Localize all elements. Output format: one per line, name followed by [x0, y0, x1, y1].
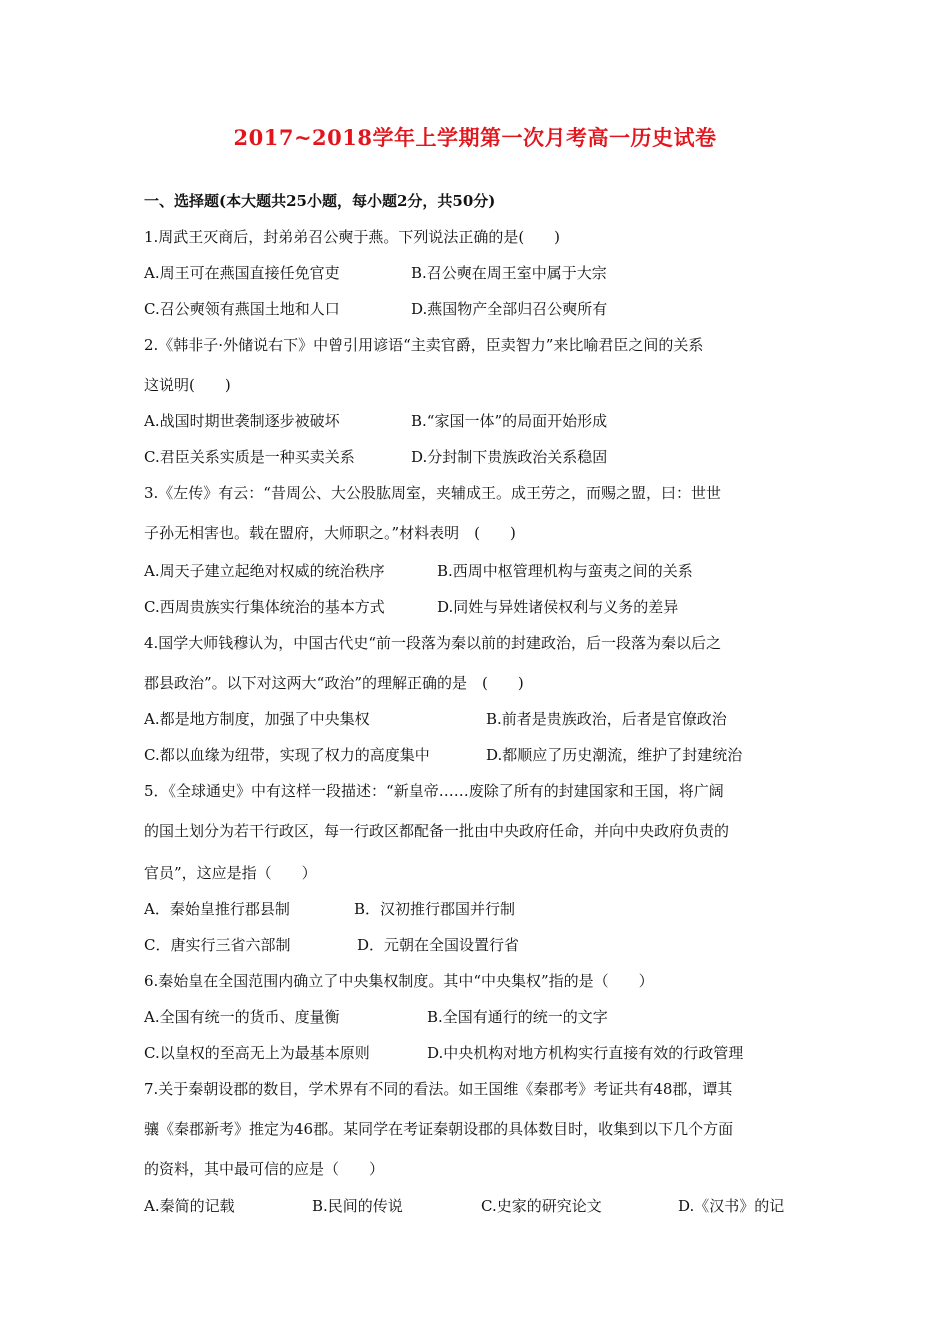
- question-4-option-d: D.都顺应了历史潮流，维护了封建统治: [486, 746, 743, 764]
- section-heading: 一、选择题(本大题共25小题，每小题2分，共50分): [144, 192, 496, 210]
- question-2-option-a: A.战国时期世袭制逐步被破坏: [144, 412, 340, 430]
- question-2-option-d: D.分封制下贵族政治关系稳固: [411, 448, 608, 466]
- question-3-stem-line-1: 3.《左传》有云：“昔周公、大公股肱周室，夹辅成王。成王劳之，而赐之盟，曰：世世: [144, 484, 721, 502]
- question-3-option-d: D.同姓与异姓诸侯权利与义务的差异: [437, 598, 679, 616]
- question-6-option-a: A.全国有统一的货币、度量衡: [144, 1008, 340, 1026]
- question-6-option-b: B.全国有通行的统一的文字: [427, 1008, 608, 1026]
- question-2-option-b: B.“家国一体”的局面开始形成: [411, 412, 608, 430]
- exam-title: 2017~2018学年上学期第一次月考高一历史试卷: [233, 125, 717, 150]
- question-3-option-a: A.周天子建立起绝对权威的统治秩序: [144, 562, 385, 580]
- question-4-option-b: B.前者是贵族政治，后者是官僚政治: [486, 710, 727, 728]
- question-3-stem-line-2: 子孙无相害也。载在盟府，大师职之。”材料表明 ( ): [144, 524, 516, 542]
- question-7-option-a: A.秦简的记载: [144, 1197, 235, 1215]
- question-4-stem-line-2: 郡县政治”。以下对这两大“政治”的理解正确的是 ( ): [144, 674, 524, 692]
- question-6-stem: 6.秦始皇在全国范围内确立了中央集权制度。其中“中央集权”指的是（ ）: [144, 972, 654, 990]
- question-7-stem-line-1: 7.关于秦朝设郡的数目，学术界有不同的看法。如王国维《秦郡考》考证共有48郡，谭其: [144, 1080, 733, 1098]
- question-7-option-d: D.《汉书》的记: [678, 1197, 785, 1215]
- question-1-option-d: D.燕国物产全部归召公奭所有: [411, 300, 608, 318]
- question-5-stem-line-2: 的国土划分为若干行政区，每一行政区都配备一批由中央政府任命，并向中央政府负责的: [144, 822, 730, 840]
- question-4-option-c: C.都以血缘为纽带，实现了权力的高度集中: [144, 746, 430, 764]
- question-7-option-c: C.史家的研究论文: [481, 1197, 602, 1215]
- question-2-option-c: C.君臣关系实质是一种买卖关系: [144, 448, 355, 466]
- question-3-option-c: C.西周贵族实行集体统治的基本方式: [144, 598, 385, 616]
- question-5-option-d: D．元朝在全国设置行省: [357, 936, 520, 954]
- question-6-option-c: C.以皇权的至高无上为最基本原则: [144, 1044, 370, 1062]
- question-2-stem-line-2: 这说明( ): [144, 376, 231, 394]
- question-5-option-b: B．汉初推行郡国并行制: [354, 900, 516, 918]
- question-5-stem-line-3: 官员”，这应是指（ ）: [144, 864, 317, 882]
- question-6-option-d: D.中央机构对地方机构实行直接有效的行政管理: [427, 1044, 744, 1062]
- question-1-option-b: B.召公奭在周王室中属于大宗: [411, 264, 607, 282]
- question-4-option-a: A.都是地方制度，加强了中央集权: [144, 710, 370, 728]
- question-4-stem-line-1: 4.国学大师钱穆认为，中国古代史“前一段落为秦以前的封建政治，后一段落为秦以后之: [144, 634, 721, 652]
- question-5-option-c: C．唐实行三省六部制: [144, 936, 291, 954]
- question-5-option-a: A．秦始皇推行郡县制: [144, 900, 290, 918]
- question-3-option-b: B.西周中枢管理机构与蛮夷之间的关系: [437, 562, 693, 580]
- question-1-stem: 1.周武王灭商后，封弟弟召公奭于燕。下列说法正确的是( ): [144, 228, 561, 246]
- question-2-stem-line-1: 2.《韩非子·外储说右下》中曾引用谚语“主卖官爵，臣卖智力”来比喻君臣之间的关系: [144, 336, 704, 354]
- question-7-stem-line-3: 的资料，其中最可信的应是（ ）: [144, 1160, 385, 1178]
- question-1-option-c: C.召公奭领有燕国土地和人口: [144, 300, 340, 318]
- question-7-stem-line-2: 骧《秦郡新考》推定为46郡。某同学在考证秦朝设郡的具体数目时，收集到以下几个方面: [144, 1120, 734, 1138]
- question-7-option-b: B.民间的传说: [312, 1197, 403, 1215]
- question-1-option-a: A.周王可在燕国直接任免官吏: [144, 264, 340, 282]
- question-5-stem-line-1: 5．《全球通史》中有这样一段描述：“新皇帝……废除了所有的封建国家和王国，将广阔: [144, 782, 724, 800]
